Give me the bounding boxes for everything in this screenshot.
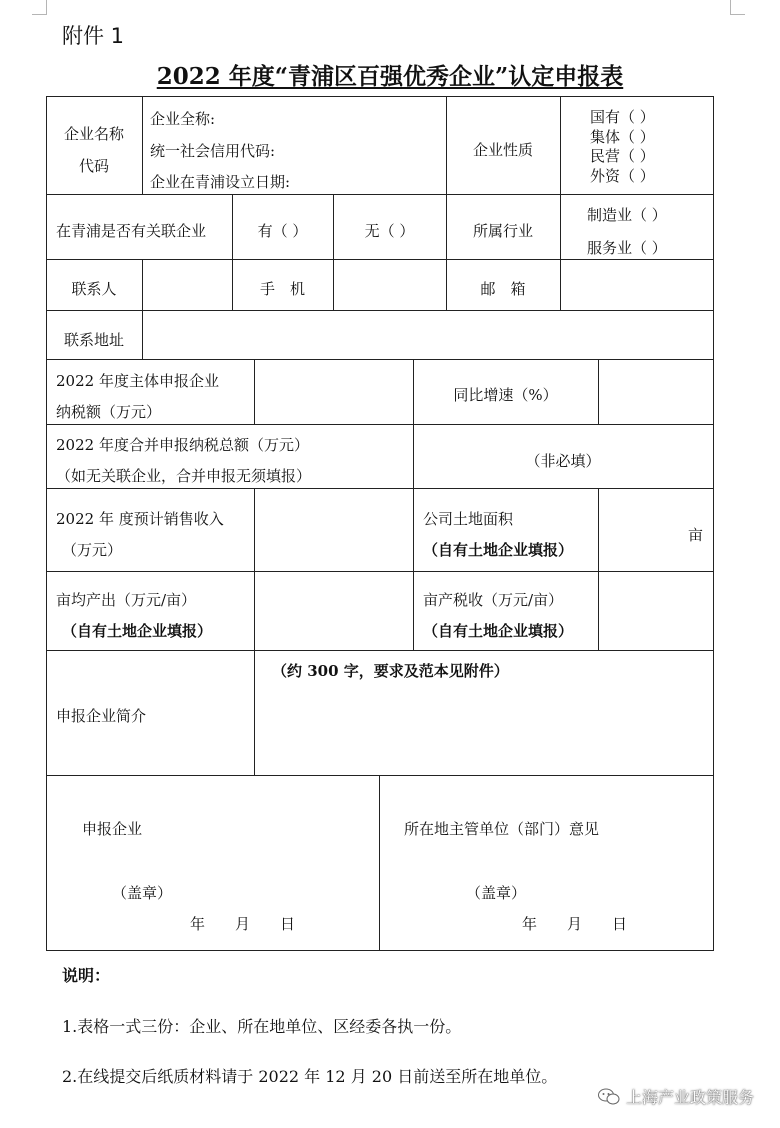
total-tax-label-line2: （如无关联企业，合并申报无须填报）: [56, 467, 312, 485]
authority-opinion-label: 所在地主管单位（部门）意见: [404, 820, 600, 838]
applicant-seal-label: （盖章）: [112, 884, 173, 902]
address-label: 联系地址: [63, 331, 124, 349]
nature-option-state[interactable]: 国有（ ）: [590, 108, 655, 126]
industry-option-manufacturing[interactable]: 制造业（ ）: [587, 206, 667, 224]
related-no-option[interactable]: 无（ ）: [364, 222, 415, 240]
table-border: [142, 259, 143, 310]
table-border: [46, 96, 714, 97]
table-border: [333, 259, 334, 310]
company-intro-hint: （约 300 字，要求及范本见附件）: [272, 662, 509, 680]
output-per-mu-label-line2: （自有土地企业填报）: [62, 622, 213, 640]
table-border: [46, 194, 714, 195]
table-border: [46, 775, 714, 776]
table-border: [46, 310, 714, 311]
wechat-icon: [598, 1088, 620, 1106]
main-tax-label-line2: 纳税额（万元）: [56, 403, 162, 421]
table-border: [46, 359, 714, 360]
table-border: [142, 96, 143, 194]
company-intro-label: 申报企业简介: [56, 707, 147, 725]
watermark-text: 上海产业政策服务: [625, 1088, 754, 1107]
tax-per-mu-label-line2: （自有土地企业填报）: [423, 622, 574, 640]
established-date-label: 企业在青浦设立日期:: [150, 173, 291, 191]
land-unit: 亩: [688, 526, 704, 544]
page-title: 2022 年度“青浦区百强优秀企业”认定申报表: [156, 63, 624, 90]
table-border: [598, 359, 599, 424]
table-border: [46, 571, 714, 572]
table-border: [379, 775, 380, 950]
growth-rate-label: 同比增速（%）: [453, 386, 558, 404]
table-border: [46, 650, 714, 651]
applicant-date-label: 年 月 日: [190, 915, 296, 933]
total-tax-label-line1: 2022 年度合并申报纳税总额（万元）: [56, 436, 309, 454]
nature-option-foreign[interactable]: 外资（ ）: [590, 167, 655, 185]
email-label: 邮 箱: [480, 280, 526, 298]
company-name-label-line2: 代码: [78, 157, 109, 175]
related-yes-option[interactable]: 有（ ）: [257, 222, 308, 240]
watermark: [598, 1085, 754, 1108]
contact-person-label: 联系人: [71, 280, 117, 298]
credit-code-label: 统一社会信用代码:: [150, 142, 276, 160]
table-border: [254, 488, 255, 650]
table-border: [713, 96, 714, 951]
sales-label-line1: 2022 年 度预计销售收入: [56, 510, 224, 528]
page-corner-mark: [32, 0, 47, 15]
table-border: [254, 650, 255, 775]
table-border: [560, 96, 561, 194]
table-border: [598, 488, 599, 650]
page-corner-mark: [730, 0, 745, 15]
table-border: [560, 194, 561, 259]
nature-option-collective[interactable]: 集体（ ）: [590, 128, 655, 146]
notes-heading: 说明：: [62, 966, 111, 985]
table-border: [46, 424, 714, 425]
industry-label: 所属行业: [472, 222, 533, 240]
table-border: [46, 950, 714, 951]
mobile-label: 手 机: [259, 280, 305, 298]
tax-per-mu-label-line1: 亩产税收（万元/亩）: [423, 591, 564, 609]
authority-date-label: 年 月 日: [522, 915, 628, 933]
industry-option-service[interactable]: 服务业（ ）: [587, 239, 667, 257]
main-tax-label-line1: 2022 年度主体申报企业: [56, 372, 219, 390]
company-name-label-line1: 企业名称: [63, 125, 124, 143]
sales-label-line2: （万元）: [62, 541, 123, 559]
land-area-label-line2: （自有土地企业填报）: [423, 541, 574, 559]
full-name-label: 企业全称:: [150, 110, 216, 128]
nature-option-private[interactable]: 民营（ ）: [590, 147, 655, 165]
optional-note: （非必填）: [525, 452, 601, 470]
table-border: [46, 488, 714, 489]
table-border: [46, 96, 47, 951]
output-per-mu-label-line1: 亩均产出（万元/亩）: [56, 591, 197, 609]
authority-seal-label: （盖章）: [466, 884, 527, 902]
related-company-label: 在青浦是否有关联企业: [56, 222, 207, 240]
land-area-label-line1: 公司土地面积: [423, 510, 514, 528]
table-border: [254, 359, 255, 424]
note-item-2: 2.在线提交后纸质材料请于 2022 年 12 月 20 日前送至所在地单位。: [62, 1067, 558, 1086]
table-border: [142, 310, 143, 359]
note-item-1: 1.表格一式三份：企业、所在地单位、区经委各执一份。: [62, 1017, 462, 1036]
table-border: [413, 488, 414, 650]
applicant-label: 申报企业: [82, 820, 143, 838]
company-nature-label: 企业性质: [472, 141, 533, 159]
attachment-label: 附件 1: [62, 24, 125, 48]
table-border: [560, 259, 561, 310]
table-border: [46, 259, 714, 260]
